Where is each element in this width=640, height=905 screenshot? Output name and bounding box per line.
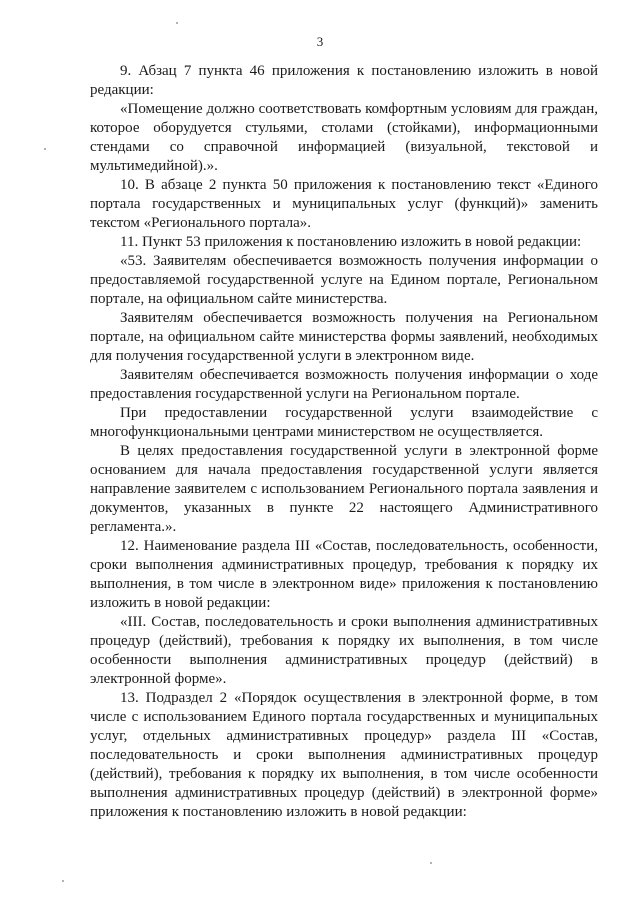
document-body [90, 62, 598, 822]
paragraph-mfc-interaction: При предоставлении государственной услуги взаимодействие с многофункциональными центрами министерством не осуществляется. [90, 405, 598, 440]
paragraph-section-iii-title: «III. Состав, последовательность и сроки выполнения административных процедур (действий), требования к порядку их выполнения, в том числе особенности выполнения административных процедур (действий) в электронной форме». [90, 614, 598, 687]
scan-speck [44, 148, 46, 150]
paragraph-item-10: 10. В абзаце 2 пункта 50 приложения к постановлению текст «Единого портала государственных и муниципальных услуг (функций)» заменить текстом «Регионального портала». [90, 177, 598, 231]
page-number: 3 [316, 34, 324, 49]
scan-speck [430, 862, 432, 864]
paragraph-item-9: 9. Абзац 7 пункта 46 приложения к постановлению изложить в новой редакции: [90, 63, 598, 98]
paragraph-quote-53: «53. Заявителям обеспечивается возможность получения информации о предоставляемой государственной услуге на Едином портале, Региональном портале, на официальном сайте министерства. [90, 253, 598, 307]
paragraph-item-12: 12. Наименование раздела III «Состав, последовательность, особенности, сроки выполнения административных процедур, требования к порядку их выполнения, в том числе в электронном виде» приложения к постановлению изложить в новой редакции: [90, 538, 598, 611]
paragraph-progress-info: Заявителям обеспечивается возможность получения информации о ходе предоставления государственной услуги на Региональном портале. [90, 367, 598, 402]
paragraph-item-13: 13. Подраздел 2 «Порядок осуществления в электронной форме, в том числе с использованием Единого портала государственных и муниципальных услуг, отдельных административных процедур» раздела III «Состав, последовательность и сроки выполнения административных процедур (действий), требования к порядку их выполнения, в том числе особенности выполнения административных процедур (действий) в электронной форме» приложения к постановлению изложить в новой редакции: [90, 690, 598, 820]
scan-speck [62, 880, 64, 882]
paragraph-item-11: 11. Пункт 53 приложения к постановлению изложить в новой редакции: [120, 234, 582, 250]
scan-speck [176, 22, 178, 24]
paragraph-quote-premises: «Помещение должно соответствовать комфортным условиям для граждан, которое оборудуется стульями, столами (стойками), информационными стендами со справочной информацией (визуальной, текстовой и мультимедийной).». [90, 101, 598, 174]
paragraph-electronic-basis: В целях предоставления государственной услуги в электронной форме основанием для начала предоставления государственной услуги является направление заявителем с использованием Регионального портала заявления и документов, указанных в пункте 22 настоящего Административного регламента.». [90, 443, 598, 535]
paragraph-forms-availability: Заявителям обеспечивается возможность получения на Региональном портале, на официальном сайте министерства формы заявлений, необходимых для получения государственной услуги в электронном виде. [90, 310, 598, 364]
